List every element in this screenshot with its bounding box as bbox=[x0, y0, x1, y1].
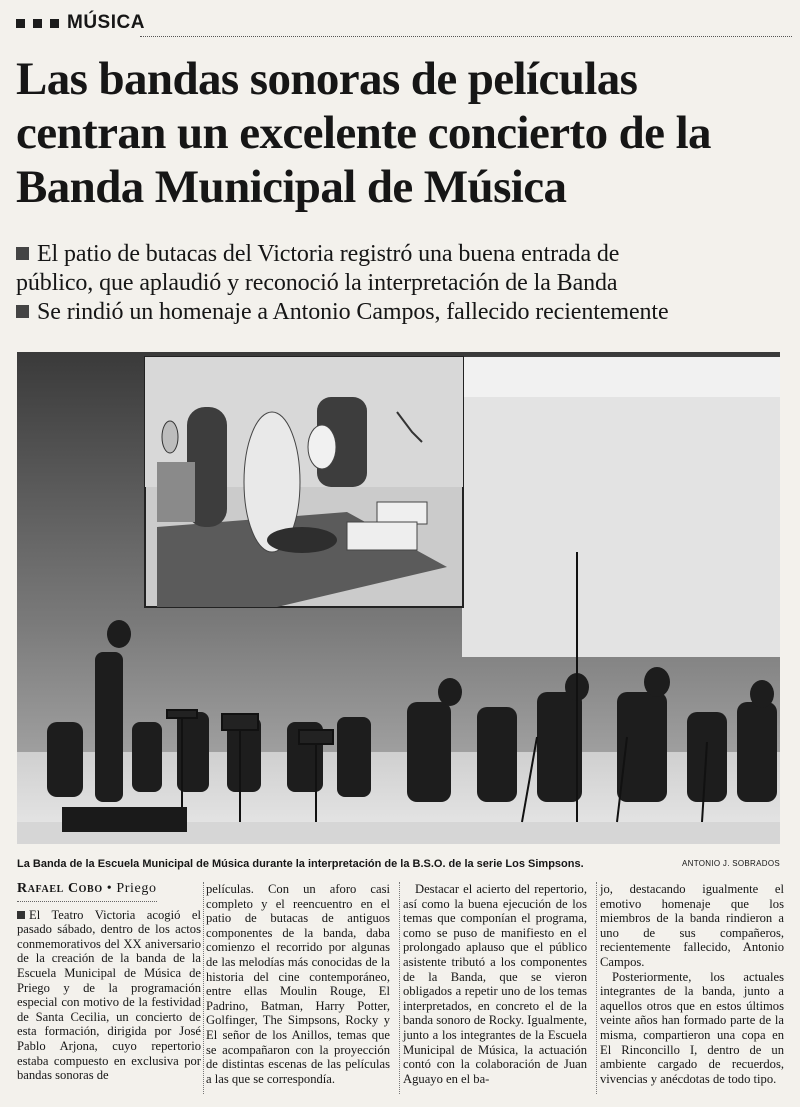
photo-caption: La Banda de la Escuela Municipal de Música durante la interpretación de la B.S.O. de la serie Los Simpsons. bbox=[17, 858, 584, 870]
square-bullet-icon bbox=[16, 19, 25, 28]
byline-separator: • bbox=[102, 881, 117, 896]
body-paragraph: Posteriormente, los actuales integrantes de la banda, junto a aquellos otros que en estos últimos veinte años han formado parte de la misma, compartieron una copa en El Rinconcillo I, dentro de un ambiente cargado de recuerdos, vivencias y anécdotas de todo tipo. bbox=[600, 969, 784, 1086]
headline-line: centran un excelente concierto de la bbox=[16, 107, 711, 159]
body-column-1 bbox=[17, 882, 201, 1083]
square-bullet-icon bbox=[16, 247, 29, 260]
headline-line: Las bandas sonoras de películas bbox=[16, 53, 638, 105]
headline bbox=[16, 52, 796, 214]
column-divider bbox=[399, 882, 400, 1094]
section-rule bbox=[140, 36, 792, 37]
subhead-1: El patio de butacas del Victoria registró una buena entrada de bbox=[16, 240, 796, 269]
body-paragraph: El Teatro Victoria acogió el pasado sábado, dentro de los actos conmemorativos del XX aniversario de la creación de la banda de la Escuela Municipal de Música de Priego y de la programación especial con motivo de la festividad de Santa Cecilia, un concierto de esta formación, dirigida por José Pablo Arjona, cuyo repertorio estaba compuesto en exclusiva por bandas sonoras de bbox=[17, 907, 201, 1083]
square-bullet-icon bbox=[17, 911, 25, 919]
body-column-2 bbox=[206, 882, 390, 1086]
square-bullet-icon bbox=[16, 305, 29, 318]
subhead-1-cont: público, que aplaudió y reconoció la interpretación de la Banda bbox=[16, 270, 618, 296]
byline-author: Rafael Cobo bbox=[17, 881, 103, 896]
subhead-2: Se rindió un homenaje a Antonio Campos, fallecido recientemente bbox=[16, 298, 796, 327]
byline-place: Priego bbox=[116, 881, 157, 896]
section-label: MÚSICA bbox=[67, 12, 145, 33]
photo-caption-row bbox=[17, 858, 780, 874]
square-bullet-icon bbox=[33, 19, 42, 28]
body-column-3 bbox=[403, 882, 587, 1086]
column-divider bbox=[596, 882, 597, 1094]
byline-rule bbox=[17, 901, 157, 902]
square-bullet-icon bbox=[50, 19, 59, 28]
body-column-4 bbox=[600, 882, 784, 1086]
body-paragraph: Destacar el acierto del repertorio, así como la buena ejecución de los temas que componían el programa, como se puso de manifiesto en el prolongado aplauso que el público asistente tributó a los componentes de la Banda, que se vieron obligados a repetir uno de los temas interpretados, en concreto el de la banda sonoro de Rocky. Igualmente, junto a los integrantes de la Escuela Municipal de Música, la actuación contó con la colaboración de Juan Aguayo en el ba- bbox=[403, 882, 587, 1086]
concert-photo-illustration bbox=[17, 352, 780, 844]
concert-photo bbox=[17, 352, 780, 844]
body-paragraph: jo, destacando igualmente el emotivo homenaje que los miembros de la banda rindieron a uno de sus compañeros, recientemente fallecido, Antonio Campos. bbox=[600, 882, 784, 969]
body-paragraph: películas. Con un aforo casi completo y el reencuentro en el patio de butacas de antiguos componentes de la banda, daba comienzo el recorrido por algunas de las melodías más conocidas de la historia del cine contemporáneo, entre ellas Moulin Rouge, El Padrino, Batman, Harry Potter, Golfinger, The Simpsons, Rocky y El señor de los Anillos, temas que se acompañaron con la proyección de distintas escenas de las películas a las que se correspondía. bbox=[206, 882, 390, 1086]
column-divider bbox=[203, 882, 204, 1094]
section-tag bbox=[16, 10, 145, 36]
headline-line: Banda Municipal de Música bbox=[16, 161, 567, 213]
article-body bbox=[17, 882, 787, 1102]
byline bbox=[17, 882, 201, 897]
subheads bbox=[16, 240, 796, 327]
photo-credit: ANTONIO J. SOBRADOS bbox=[681, 859, 780, 868]
